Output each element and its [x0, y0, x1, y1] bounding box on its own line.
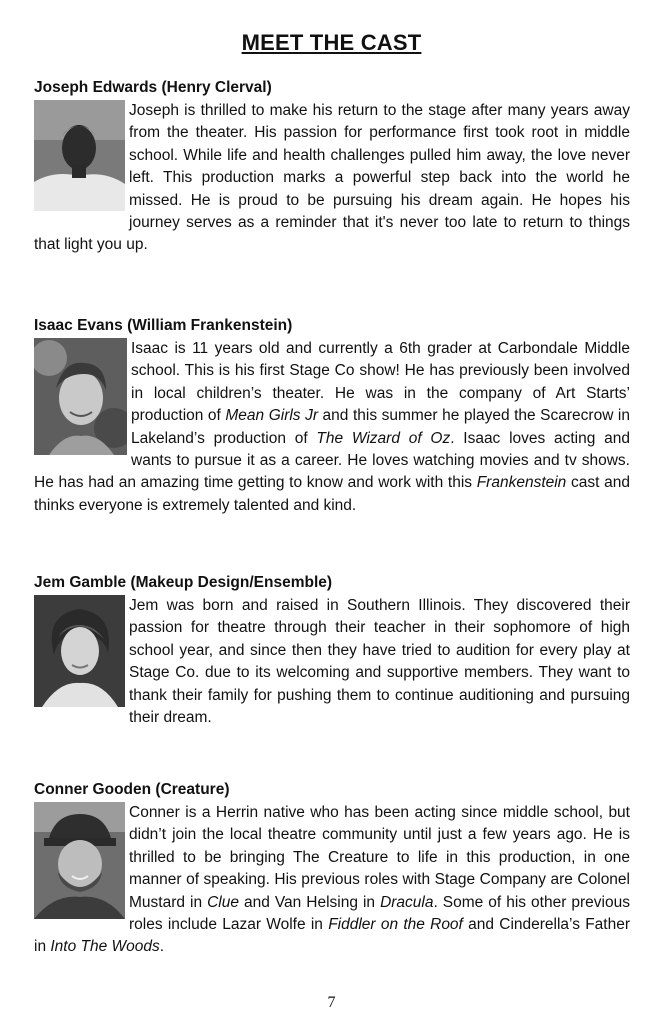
- bio-title-italic: Mean Girls Jr: [225, 407, 319, 425]
- cast-entry-jem: [34, 573, 630, 729]
- bio-title-italic: Clue: [207, 893, 239, 911]
- bio-title-italic: The Wizard of Oz: [316, 429, 451, 447]
- headshot-photo: [34, 802, 125, 919]
- bio-text: Jem was born and raised in Southern Illinois. They discovered their passion for theatre through their teacher in their sophomore of high school year, and since then they have tried to audition for every play at Stage Co. due to its welcoming and supportive members. They want to thank their family for pushing them to continue auditioning and pursuing their dream.: [129, 597, 630, 727]
- cast-entry-conner: [34, 780, 630, 959]
- cast-entry-isaac: [34, 316, 630, 517]
- bio-title-italic: Frankenstein: [476, 474, 567, 492]
- bio-text: and Van Helsing in: [238, 893, 381, 911]
- bio-text: and this summer he played the Scarecrow in Lakeland’s production of: [131, 407, 631, 447]
- bio-text: .: [159, 938, 165, 956]
- headshot-photo: [34, 595, 125, 707]
- cast-name: Joseph Edwards (Henry Clerval): [34, 79, 272, 96]
- cast-entry-joseph: [34, 78, 630, 257]
- page-title: MEET THE CAST: [241, 30, 422, 55]
- bio-title-italic: Into The Woods: [50, 938, 160, 956]
- bio-text: Conner is a Herrin native who has been acting since middle school, but didn’t join the local theatre community until just a few years ago. He is thrilled to be bringing The Creature to life in this production, in one manner of speaking. His previous roles with Stage Company are Colonel Mustard in: [129, 804, 630, 911]
- bio-title-italic: Dracula: [380, 893, 434, 911]
- cast-name: Conner Gooden (Creature): [34, 781, 230, 798]
- bio-title-italic: Fiddler on the Roof: [328, 916, 463, 934]
- cast-name: Isaac Evans (William Frankenstein): [34, 317, 293, 334]
- page-number: 7: [327, 994, 336, 1011]
- bio-text: . Some of his other previous roles include Lazar Wolfe in: [129, 893, 630, 934]
- bio-text: Isaac is 11 years old and currently a 6th grader at Carbondale Middle school. This is his first Stage Co show! He has previously been involved in local children’s theater. He was in the company of Art Starts’ production of: [131, 340, 630, 425]
- bio-text: and Cinderella’s Father in: [34, 916, 631, 956]
- bio-text: . Isaac loves acting and wants to pursue it as a career. He loves watching movies and tv shows. He has had an amazing time getting to know and work with this: [34, 429, 630, 492]
- bio-text: cast and thinks everyone is extremely talented and kind.: [34, 474, 630, 514]
- cast-name: Jem Gamble (Makeup Design/Ensemble): [34, 574, 333, 591]
- headshot-photo: [34, 338, 127, 455]
- headshot-photo: [34, 100, 125, 211]
- bio-text: Joseph is thrilled to make his return to the stage after many years away from the theater. His passion for performance first took root in middle school. While life and health challenges pulled him away, the love never left. This production marks a powerful step back into the world he missed. He is proud to be pursuing his dream again. He hopes his journey serves as a reminder that it's never too late to return to things that light you up.: [34, 102, 630, 254]
